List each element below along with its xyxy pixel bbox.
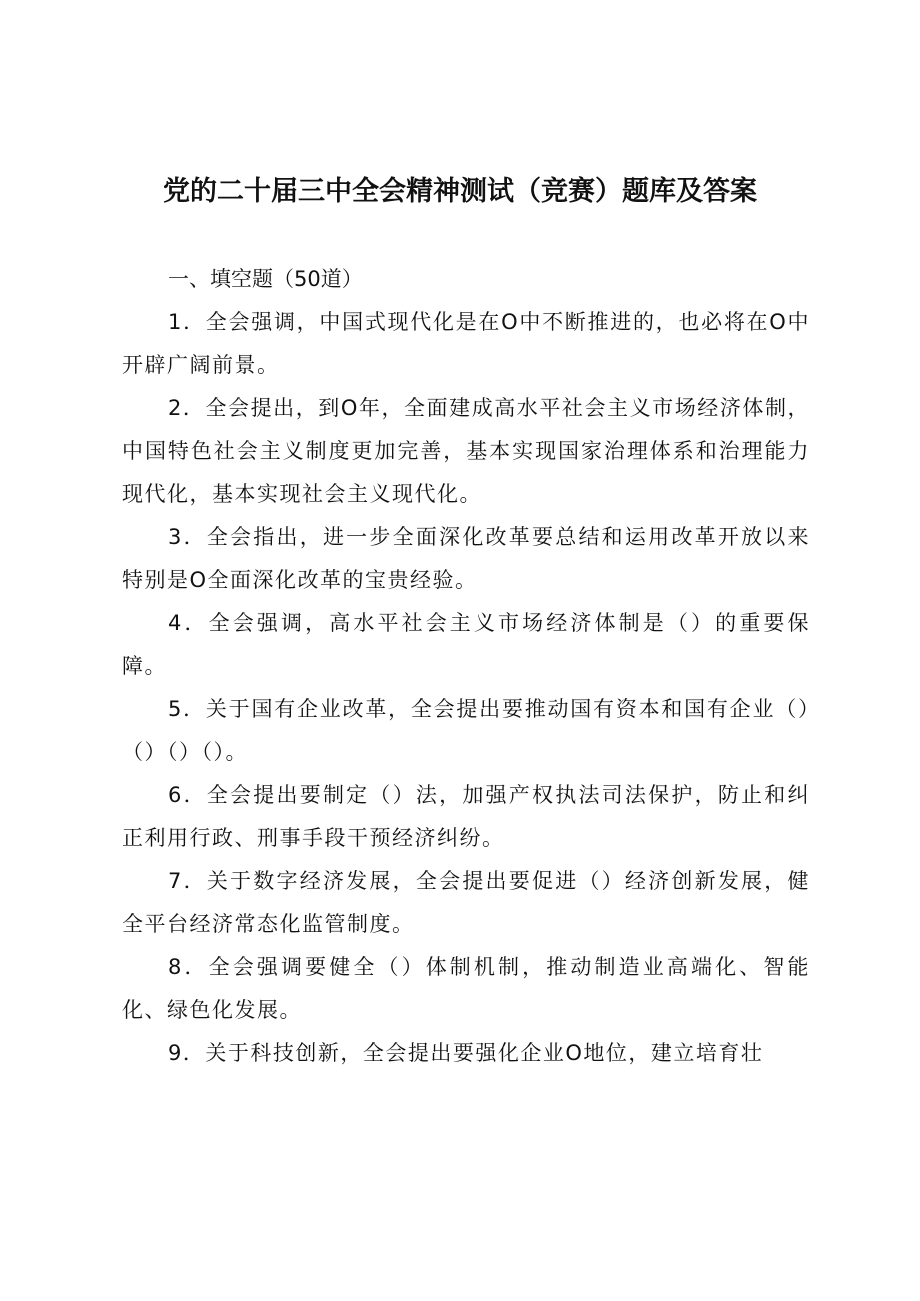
question-6: 6．全会提出要制定（）法，加强产权执法司法保护，防止和纠正利用行政、刑事手段干预经济纠纷。 xyxy=(122,783,810,850)
question-7: 7．关于数字经济发展，全会提出要促进（）经济创新发展，健全平台经济常态化监管制度。 xyxy=(122,869,810,936)
question-3: 3．全会指出，进一步全面深化改革要总结和运用改革开放以来特别是O全面深化改革的宝贵经验。 xyxy=(122,525,810,592)
question-5: 5．关于国有企业改革，全会提出要推动国有资本和国有企业（）（）（）（）。 xyxy=(122,697,810,764)
question-4: 4．全会强调，高水平社会主义市场经济体制是（）的重要保障。 xyxy=(122,611,810,678)
document-title: 党的二十届三中全会精神测试（竞赛）题库及答案 xyxy=(163,176,757,207)
question-8: 8．全会强调要健全（）体制机制，推动制造业高端化、智能化、绿色化发展。 xyxy=(122,955,810,1022)
section-heading: 一、填空题（50道） xyxy=(168,267,363,291)
question-1: 1．全会强调，中国式现代化是在O中不断推进的，也必将在O中开辟广阔前景。 xyxy=(122,310,810,377)
question-9: 9．关于科技创新，全会提出要强化企业O地位，建立培育壮 xyxy=(168,1041,764,1065)
document-body xyxy=(122,258,810,1075)
question-2: 2．全会提出，到O年，全面建成高水平社会主义市场经济体制，中国特色社会主义制度更加完善，基本实现国家治理体系和治理能力现代化，基本实现社会主义现代化。 xyxy=(122,396,810,506)
